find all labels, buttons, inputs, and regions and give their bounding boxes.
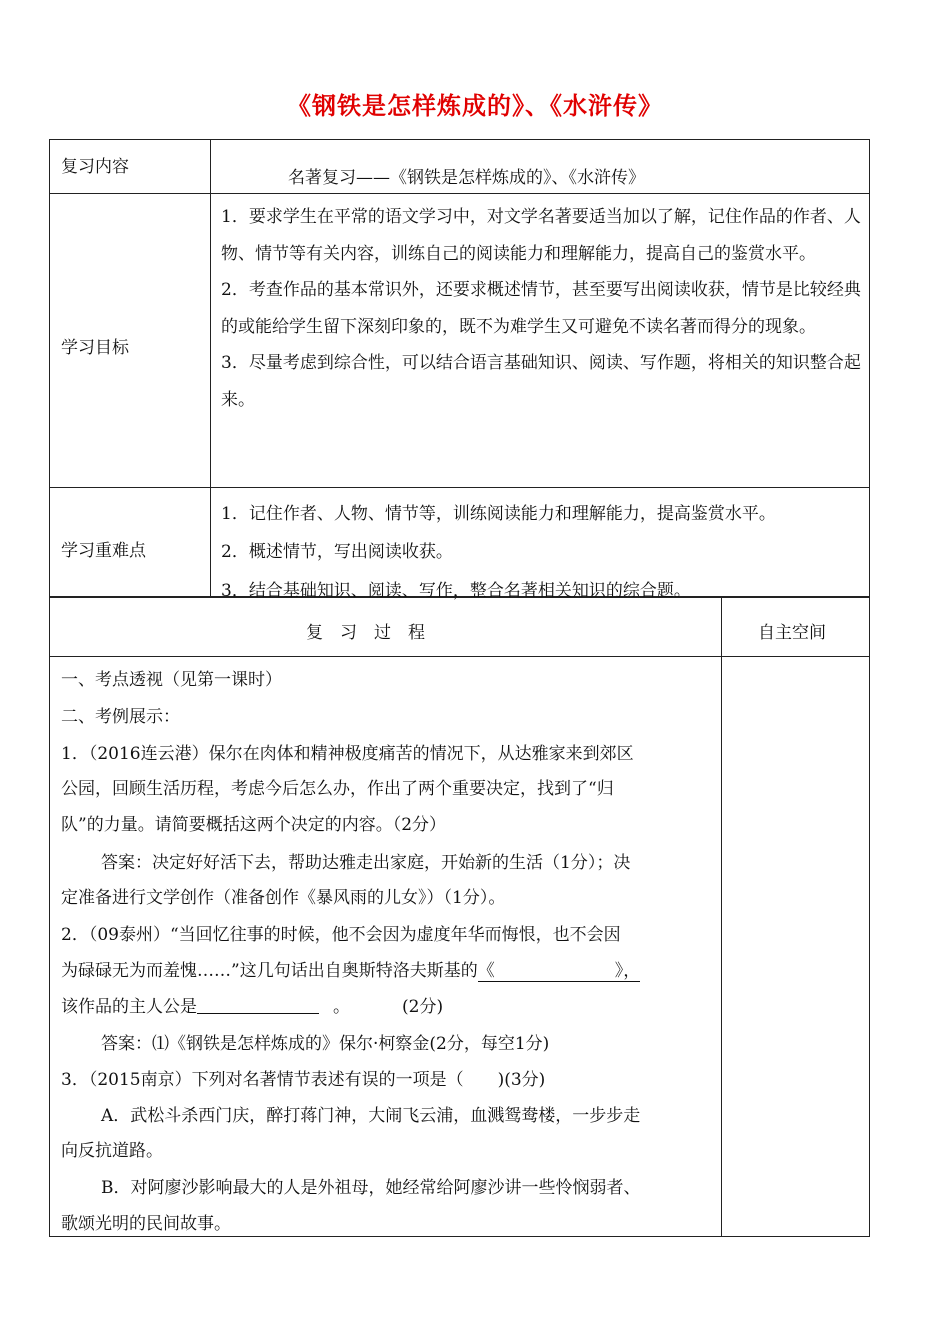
learning-goals-label: 学习目标 (61, 338, 129, 358)
blank-fill-line (495, 960, 615, 978)
key-point-item: 3．结合基础知识、阅读、写作，整合名著相关知识的综合题。 (221, 581, 691, 601)
key-point-item: 1．记住作者、人物、情节等，训练阅读能力和理解能力，提高鉴赏水平。 (221, 504, 776, 524)
review-content-value: 名著复习——《钢铁是怎样炼成的》、《水浒传》 (288, 168, 645, 188)
score-label: (2分) (402, 997, 444, 1017)
self-study-space-header: 自主空间 (758, 623, 826, 643)
process-line: 歌颂光明的民间故事。 (61, 1214, 231, 1234)
process-line: 3．（2015南京）下列对名著情节表述有误的一项是（ )(3分) (61, 1070, 546, 1090)
process-line: 2．（09泰州）“当回忆往事的时候，他不会因为虚度年华而悔恨，也不会因 (61, 925, 621, 945)
process-line: 定准备进行文学创作（准备创作《暴风雨的儿女》）（1分）。 (61, 888, 506, 908)
process-line: 答案：⑴《钢铁是怎样炼成的》保尔·柯察金(2分，每空1分) (101, 1034, 550, 1054)
process-line: 向反抗道路。 (61, 1141, 163, 1161)
learning-goals-list (221, 199, 861, 418)
process-line: 队”的力量。请简要概括这两个决定的内容。（2分） (61, 815, 447, 835)
title-blank[interactable]: 《 》， (477, 961, 641, 981)
document-title: 《钢铁是怎样炼成的》、《水浒传》 (287, 92, 663, 120)
process-line-text: 为碌碌无为而羞愧……”这几句话出自奥斯特洛夫斯基的 (61, 961, 478, 981)
key-points-label: 学习重难点 (61, 541, 146, 561)
process-line: 一、考点透视（见第一课时） (61, 670, 282, 690)
review-content-label: 复习内容 (61, 157, 129, 177)
process-header: 复 习 过 程 (306, 623, 425, 643)
learning-goal-item: 2．考查作品的基本常识外，还要求概述情节，甚至要写出阅读收获，情节是比较经典的或能给学生留下深刻印象的，既不为难学生又可避免不读名著而得分的现象。 (221, 280, 861, 337)
process-line: 二、考例展示： (61, 707, 180, 727)
process-line: 1．（2016连云港）保尔在肉体和精神极度痛苦的情况下，从达雅家来到郊区 (61, 744, 634, 764)
key-point-item: 2．概述情节，写出阅读收获。 (221, 542, 453, 562)
process-line-with-blank: 该作品的主人公是 。 (2分) (61, 997, 444, 1017)
process-table-header-divider (49, 656, 870, 657)
process-line: A．武松斗杀西门庆，醉打蒋门神，大闹飞云浦，血溅鸳鸯楼，一步步走 (101, 1106, 641, 1126)
info-table-row-divider (49, 487, 870, 488)
process-line-text: 该作品的主人公是 (61, 997, 197, 1017)
process-table-column-divider (721, 597, 722, 1237)
info-table-column-divider (210, 139, 211, 597)
process-table (49, 597, 870, 1237)
process-line: B．对阿廖沙影响最大的人是外祖母，她经常给阿廖沙讲一些怜悯弱者、 (101, 1178, 641, 1198)
process-line: 答案：决定好好活下去，帮助达雅走出家庭，开始新的生活（1分）；决 (101, 853, 631, 873)
process-line-with-blank (61, 956, 640, 981)
info-table-row-divider (49, 193, 870, 194)
process-line: 公园，回顾生活历程，考虑今后怎么办，作出了两个重要决定，找到了“归 (61, 779, 614, 799)
learning-goal-item: 3．尽量考虑到综合性，可以结合语言基础知识、阅读、写作题，将相关的知识整合起来。 (221, 353, 861, 410)
protagonist-blank[interactable] (197, 995, 319, 1014)
learning-goal-item: 1．要求学生在平常的语文学习中，对文学名著要适当加以了解，记住作品的作者、人物、情节等有关内容，训练自己的阅读能力和理解能力，提高自己的鉴赏水平。 (221, 207, 861, 264)
